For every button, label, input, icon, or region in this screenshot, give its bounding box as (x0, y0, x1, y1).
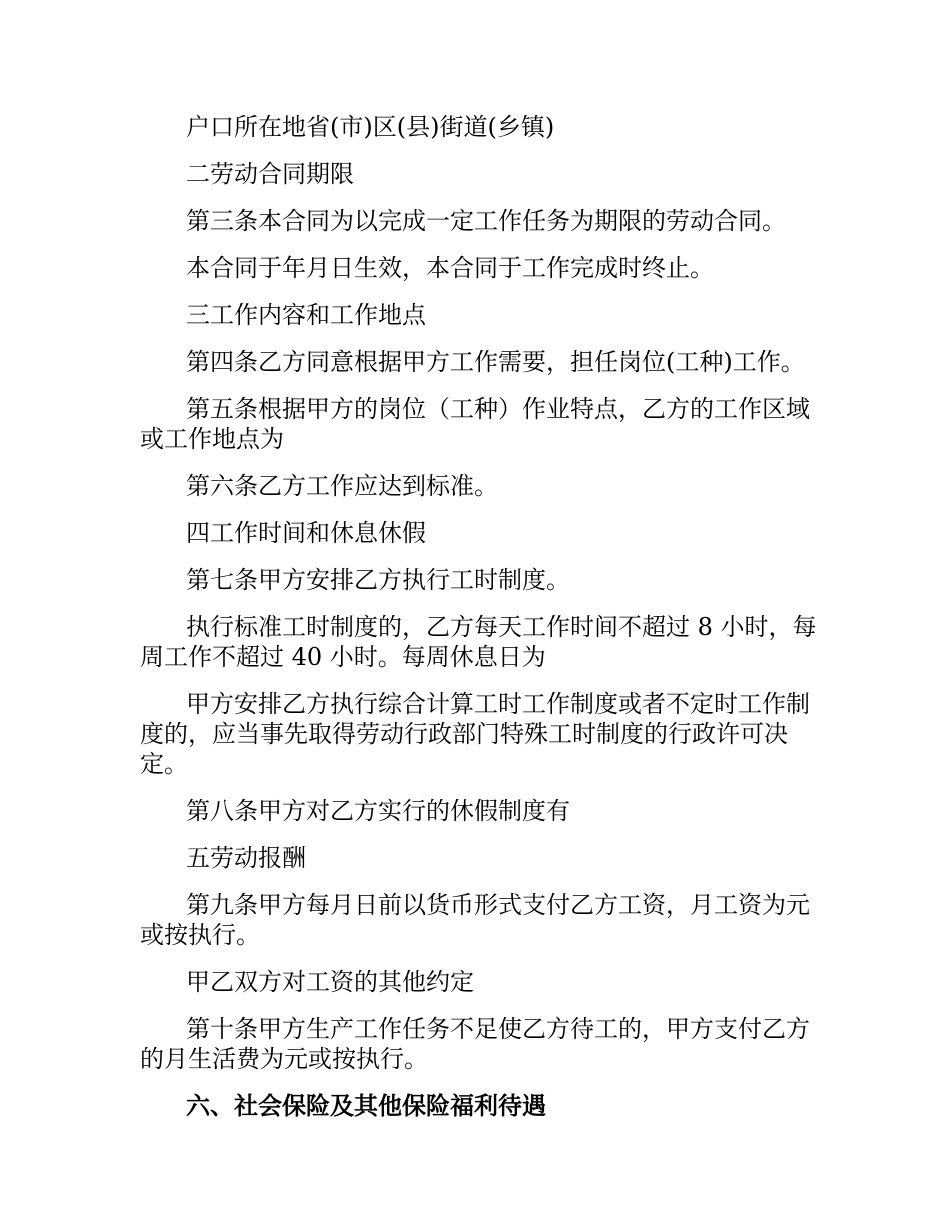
paragraph-effective-date: 本合同于年月日生效，本合同于工作完成时终止。 (186, 254, 714, 282)
section-heading-remuneration: 五劳动报酬 (186, 844, 306, 872)
section-heading-work-content: 三工作内容和工作地点 (186, 301, 426, 329)
section-heading-working-hours: 四工作时间和休息休假 (186, 519, 426, 547)
paragraph-article-4: 第四条乙方同意根据甲方工作需要，担任岗位(工种)工作。 (186, 348, 805, 376)
section-heading-social-insurance: 六、社会保险及其他保险福利待遇 (186, 1092, 546, 1120)
paragraph-article-8: 第八条甲方对乙方实行的休假制度有 (186, 797, 570, 825)
paragraph-special-hours: 甲方安排乙方执行综合计算工时工作制度或者不定时工作制度的，应当事先取得劳动行政部门特殊工时制度的行政许可决定。 (140, 690, 810, 778)
paragraph-article-10: 第十条甲方生产工作任务不足使乙方待工的，甲方支付乙方的月生活费为元或按执行。 (140, 1015, 810, 1073)
paragraph-household-registration: 户口所在地省(市)区(县)街道(乡镇) (186, 113, 555, 141)
paragraph-article-5: 第五条根据甲方的岗位（工种）作业特点，乙方的工作区域或工作地点为 (140, 395, 810, 453)
section-heading-contract-term: 二劳动合同期限 (186, 160, 354, 188)
paragraph-article-9: 第九条甲方每月日前以货币形式支付乙方工资，月工资为元或按执行。 (140, 891, 810, 949)
paragraph-article-6: 第六条乙方工作应达到标准。 (186, 472, 498, 500)
document-body (140, 112, 820, 1138)
paragraph-other-wage-terms: 甲乙双方对工资的其他约定 (186, 968, 474, 996)
paragraph-article-3: 第三条本合同为以完成一定工作任务为期限的劳动合同。 (186, 207, 786, 235)
paragraph-article-7: 第七条甲方安排乙方执行工时制度。 (186, 566, 570, 594)
paragraph-standard-hours: 执行标准工时制度的，乙方每天工作时间不超过 8 小时，每周工作不超过 40 小时。每周休息日为 (140, 613, 817, 671)
